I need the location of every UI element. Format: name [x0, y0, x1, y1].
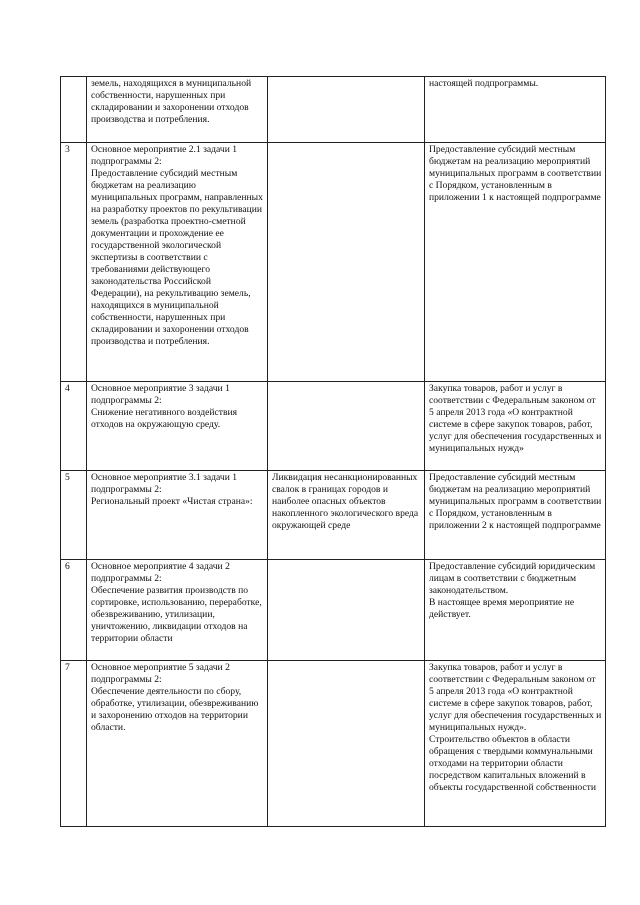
row-number: 5 — [61, 471, 87, 560]
result-cell — [268, 382, 425, 471]
result-cell: Ликвидация несанкционированных свалок в границах городов и наиболее опасных объектов накопленного экологического вреда окружающей среде — [268, 471, 425, 560]
table-row — [61, 143, 606, 382]
measure-cell: Основное мероприятие 5 задачи 2 подпрограммы 2: Обеспечение деятельности по сбору, обработке, утилизации, обезвреживанию и захоронению отходов на территории области. — [87, 661, 268, 827]
mechanism-cell: Предоставление субсидий местным бюджетам на реализацию мероприятий муниципальных программ в соответствии с Порядком, установленным в приложении 1 к настоящей подпрограмме — [425, 143, 606, 382]
table-row — [61, 77, 606, 143]
result-cell — [268, 661, 425, 827]
result-cell — [268, 77, 425, 143]
row-number: 4 — [61, 382, 87, 471]
measure-cell: Основное мероприятие 2.1 задачи 1 подпрограммы 2: Предоставление субсидий местным бюджетам на реализацию муниципальных программ, направленных на разработку проектов по рекультивации земель (разработка проектно-сметной документации и прохождение ее государственной экологической экспертизы в соответствии с требованиями действующего законодательства Российской Федерации), на рекультивацию земель, находящихся в муниципальной собственности, нарушенных при складировании и захоронении отходов производства и потребления. — [87, 143, 268, 382]
table-row — [61, 661, 606, 827]
mechanism-cell: Закупка товаров, работ и услуг в соответствии с Федеральным законом от 5 апреля 2013 года «О контрактной системе в сфере закупок товаров, работ, услуг для обеспечения государственных и муниципальных нужд». Строительство объектов в области обращения с твердыми коммунальными отходами на территории области посредством капитальных вложений в объекты государственной собственности — [425, 661, 606, 827]
measure-cell: Основное мероприятие 4 задачи 2 подпрограммы 2: Обеспечение развития производств по сортировке, использованию, переработке, обезвреживанию, утилизации, уничтожению, ликвидации отходов на территории области — [87, 560, 268, 661]
measures-table — [60, 76, 606, 827]
row-number — [61, 77, 87, 143]
measure-cell: Основное мероприятие 3.1 задачи 1 подпрограммы 2: Региональный проект «Чистая страна»: — [87, 471, 268, 560]
row-number: 6 — [61, 560, 87, 661]
result-cell — [268, 143, 425, 382]
table-row — [61, 560, 606, 661]
table-row — [61, 471, 606, 560]
table-row — [61, 382, 606, 471]
mechanism-cell: настоящей подпрограммы. — [425, 77, 606, 143]
mechanism-cell: Предоставление субсидий юридическим лицам в соответствии с бюджетным законодательством. В настоящее время мероприятие не действует. — [425, 560, 606, 661]
measure-cell: земель, находящихся в муниципальной собственности, нарушенных при складировании и захоронении отходов производства и потребления. — [87, 77, 268, 143]
mechanism-cell: Предоставление субсидий местным бюджетам на реализацию мероприятий муниципальных программ в соответствии с Порядком, установленным в приложении 2 к настоящей подпрограмме — [425, 471, 606, 560]
result-cell — [268, 560, 425, 661]
measure-cell: Основное мероприятие 3 задачи 1 подпрограммы 2: Снижение негативного воздействия отходов на окружающую среду. — [87, 382, 268, 471]
row-number: 3 — [61, 143, 87, 382]
row-number: 7 — [61, 661, 87, 827]
mechanism-cell: Закупка товаров, работ и услуг в соответствии с Федеральным законом от 5 апреля 2013 года «О контрактной системе в сфере закупок товаров, работ, услуг для обеспечения государственных и муниципальных нужд» — [425, 382, 606, 471]
